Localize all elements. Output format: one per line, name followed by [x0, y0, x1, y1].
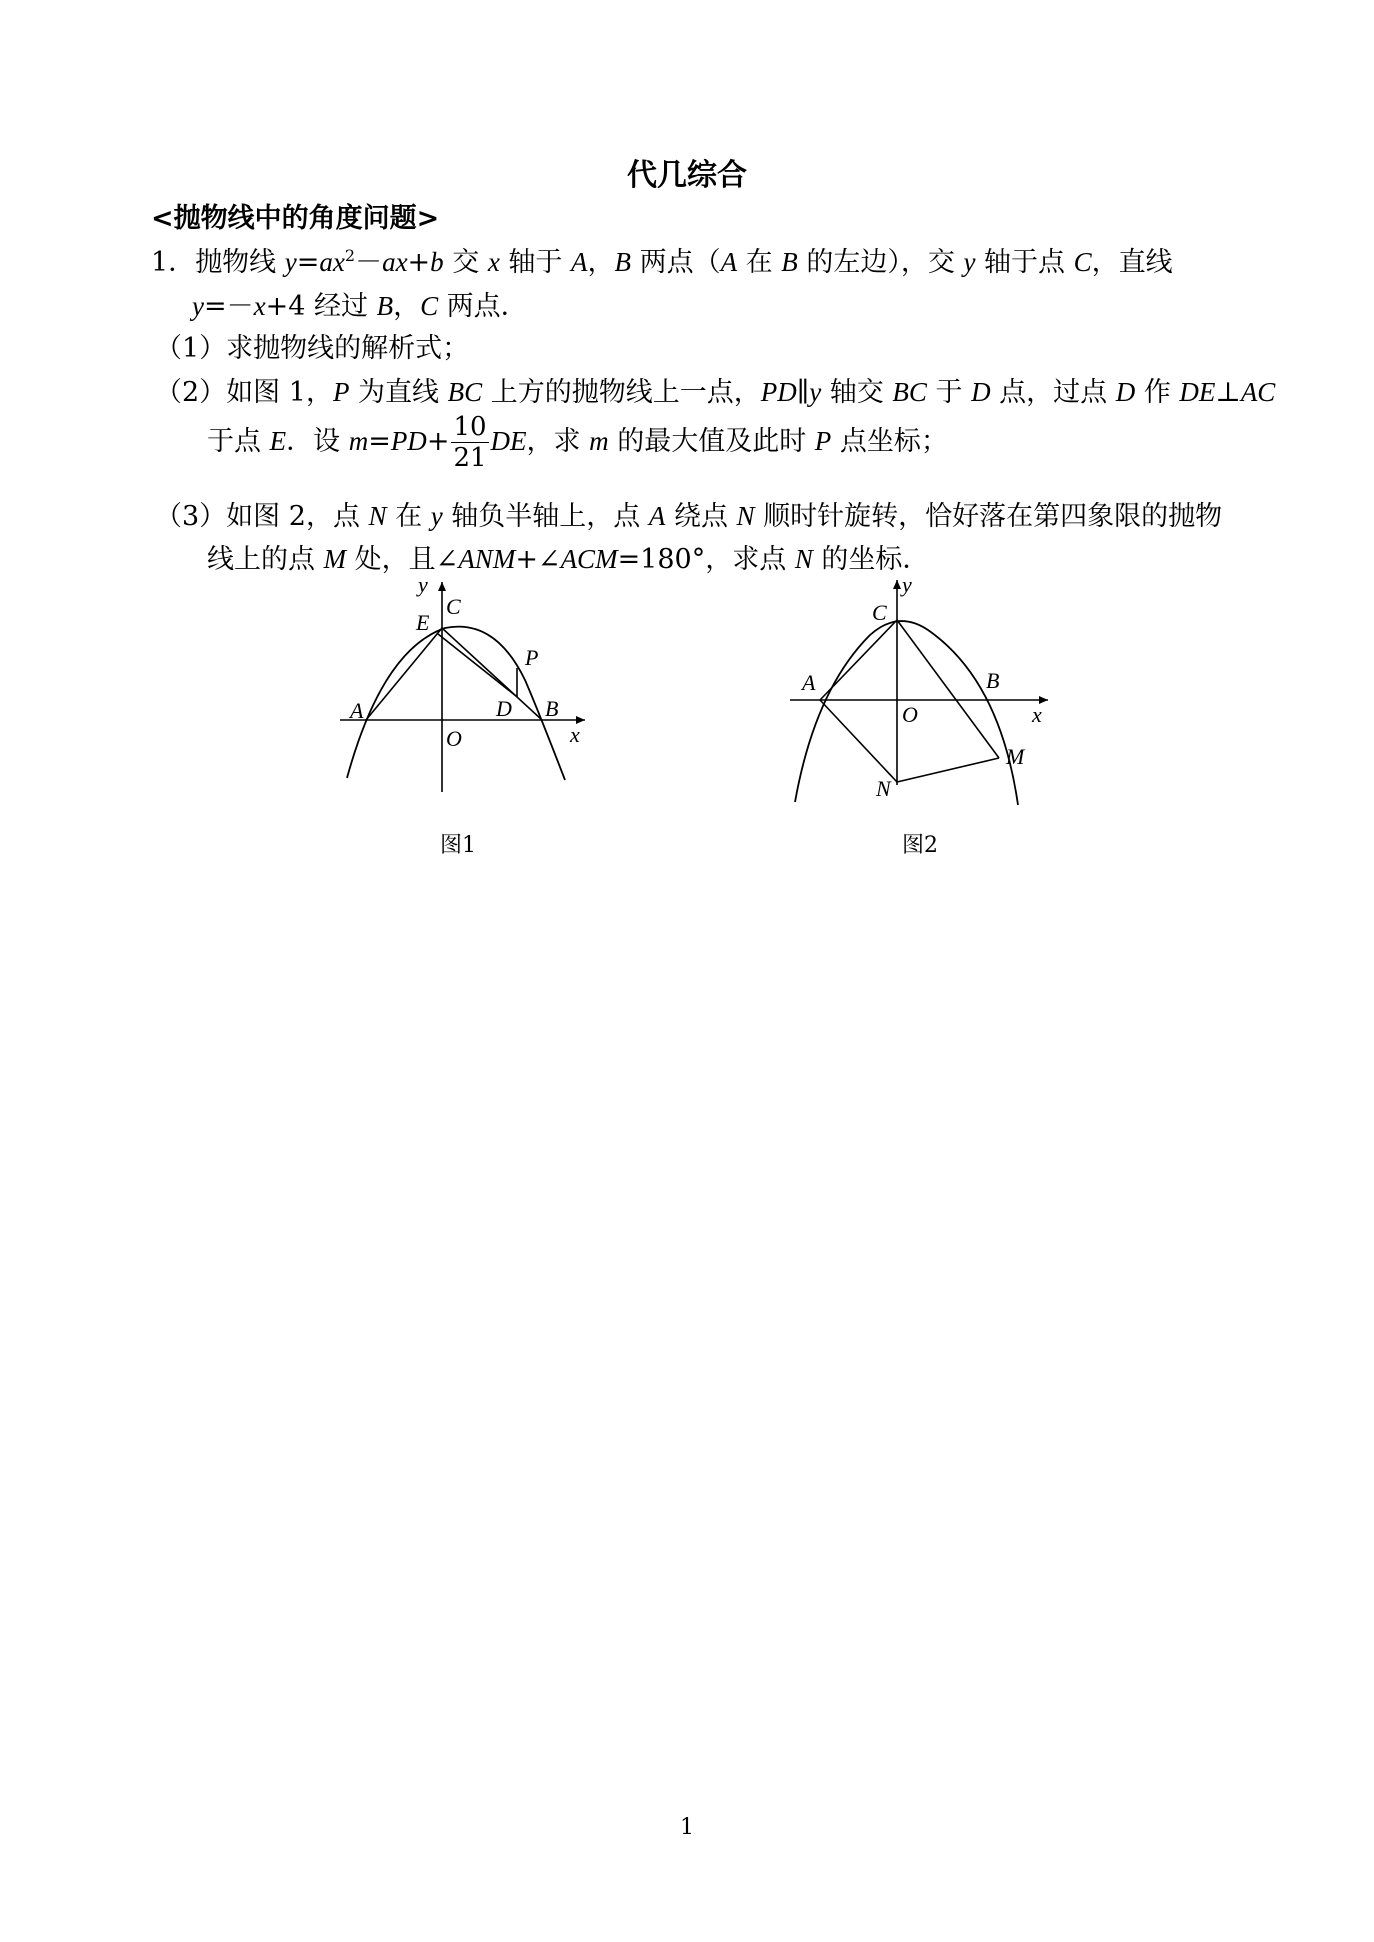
segment-CM [897, 620, 999, 758]
problem-part-2-line-2 [207, 412, 948, 473]
math-var: x [487, 247, 500, 277]
text: 为直线 [349, 377, 448, 408]
problem-stem-line-2 [192, 284, 528, 323]
label-B: B [545, 696, 559, 721]
text: ， [393, 291, 421, 322]
text: +4 经过 [265, 291, 377, 322]
text: 轴交 [821, 377, 893, 408]
math-op: =－ [203, 291, 254, 322]
label-A: A [350, 698, 364, 723]
text: 顺时针旋转，恰好落在第四象限的抛物 [754, 501, 1223, 532]
section-heading: <抛物线中的角度问题> [151, 203, 440, 234]
label-O: O [446, 726, 462, 751]
label-E: E [416, 610, 430, 635]
y-axis-arrow [438, 582, 446, 591]
math-op: = [368, 426, 391, 457]
label-C: C [446, 594, 461, 619]
text: 两点． [438, 291, 528, 322]
text: 在 [737, 247, 782, 278]
page-title: 代几综合 [627, 158, 747, 193]
math-var: A [648, 501, 666, 531]
math-op: + [426, 426, 450, 457]
text: 轴于点 [975, 247, 1074, 278]
text: 的最大值及此时 [608, 426, 815, 457]
math-var: x [253, 291, 266, 321]
label-x: x [570, 722, 580, 747]
math-var: P [814, 426, 832, 456]
segment-AC [820, 620, 897, 700]
page-number: 1 [680, 1815, 694, 1840]
text: 于 [926, 377, 972, 408]
label-A: A [802, 670, 816, 695]
text: 上方的抛物线上一点， [482, 377, 761, 408]
text: 线上的点 [207, 544, 324, 575]
figure-1-diagram [320, 570, 600, 800]
math-var: N [736, 501, 755, 531]
text: 点坐标； [831, 426, 948, 457]
figure-2 [780, 570, 1070, 820]
text: （3）如图 2，点 [155, 501, 369, 532]
label-N: N [876, 776, 891, 801]
text: 于点 [207, 426, 270, 457]
label-y: y [418, 572, 428, 597]
problem-part-1: （1）求抛物线的解析式； [155, 333, 470, 364]
text: 的坐标． [812, 544, 930, 575]
problem-number: 1． [151, 247, 196, 278]
math-var: PD [760, 377, 797, 407]
segment-NM [897, 758, 999, 782]
text: ，直线 [1091, 247, 1173, 278]
math-var: BC [892, 377, 927, 407]
math-var: BC [447, 377, 483, 407]
text: 在 [386, 501, 431, 532]
math-var: DE [1179, 377, 1216, 407]
label-y: y [902, 572, 912, 597]
math-var: AC [1240, 377, 1276, 407]
text: 作 [1135, 377, 1180, 408]
text: 交 [443, 247, 488, 278]
text: 两点（ [631, 247, 721, 278]
segment-ED [438, 634, 516, 696]
math-var: y [963, 247, 976, 277]
label-P: P [525, 645, 539, 670]
math-var: B [614, 247, 631, 277]
y-axis-arrow [893, 580, 901, 589]
fraction-denominator: 21 [453, 443, 487, 473]
math-var: PD [390, 426, 427, 456]
text: 的左边），交 [797, 247, 964, 278]
figure-2-diagram [780, 570, 1070, 820]
math-var: N [368, 501, 387, 531]
label-x: x [1032, 702, 1042, 727]
math-var: C [420, 291, 439, 321]
text: 绕点 [665, 501, 737, 532]
problem-part-2-line-1 [155, 370, 1275, 409]
math-op: + [407, 247, 431, 278]
label-D: D [496, 696, 512, 721]
text: 点，过点 [990, 377, 1116, 408]
segment-AC [366, 628, 442, 720]
figure-1-caption: 图1 [440, 833, 476, 858]
text: 轴于 [499, 247, 571, 278]
math-var: m [348, 426, 369, 456]
text: ， [587, 247, 615, 278]
math-var: P [332, 377, 350, 407]
math-var: ax [382, 247, 408, 277]
math-var: A [720, 247, 738, 277]
math-var: y [192, 291, 204, 321]
math-var: y [284, 247, 297, 277]
math-var: y [430, 501, 443, 531]
figure-1 [320, 570, 600, 800]
math-var: M [323, 544, 347, 574]
math-var: B [376, 291, 394, 321]
label-B: B [986, 668, 1000, 693]
math-op: ∥ [796, 377, 810, 408]
label-O: O [902, 702, 918, 727]
math-var: ax [319, 247, 345, 277]
text: ．设 [286, 426, 349, 457]
math-var: E [269, 426, 287, 456]
math-var: DE [490, 426, 527, 456]
math-var: C [1073, 247, 1092, 277]
problem-part-3-line-1 [155, 494, 1222, 533]
math-var: N [794, 544, 813, 574]
label-M: M [1006, 744, 1025, 769]
label-C: C [872, 600, 887, 625]
math-var: y [809, 377, 822, 407]
text: ，求 [526, 426, 590, 457]
figure-2-caption: 图2 [902, 833, 938, 858]
math-op: ⊥ [1215, 377, 1241, 408]
segment-CB [442, 628, 542, 720]
math-var: ACM [560, 544, 618, 574]
math-op: +∠ [515, 544, 561, 575]
text: （2）如图 1， [155, 377, 333, 408]
math-var: ANM [458, 544, 516, 574]
segment-AN [820, 700, 897, 782]
math-exponent: 2 [344, 246, 356, 265]
text: =180°，求点 [617, 544, 795, 575]
math-var: B [781, 247, 798, 277]
math-op: － [355, 247, 383, 278]
text: 轴负半轴上，点 [442, 501, 649, 532]
fraction-numerator: 10 [453, 412, 487, 442]
fraction [451, 412, 488, 473]
math-var: m [589, 426, 609, 456]
text: 处，且∠ [346, 544, 459, 575]
math-op: = [296, 247, 320, 278]
math-var: A [571, 247, 588, 277]
math-var: b [430, 247, 444, 277]
text: 抛物线 [195, 247, 285, 278]
math-var: D [971, 377, 991, 407]
problem-stem-line-1 [151, 240, 1173, 279]
math-var: D [1115, 377, 1136, 407]
